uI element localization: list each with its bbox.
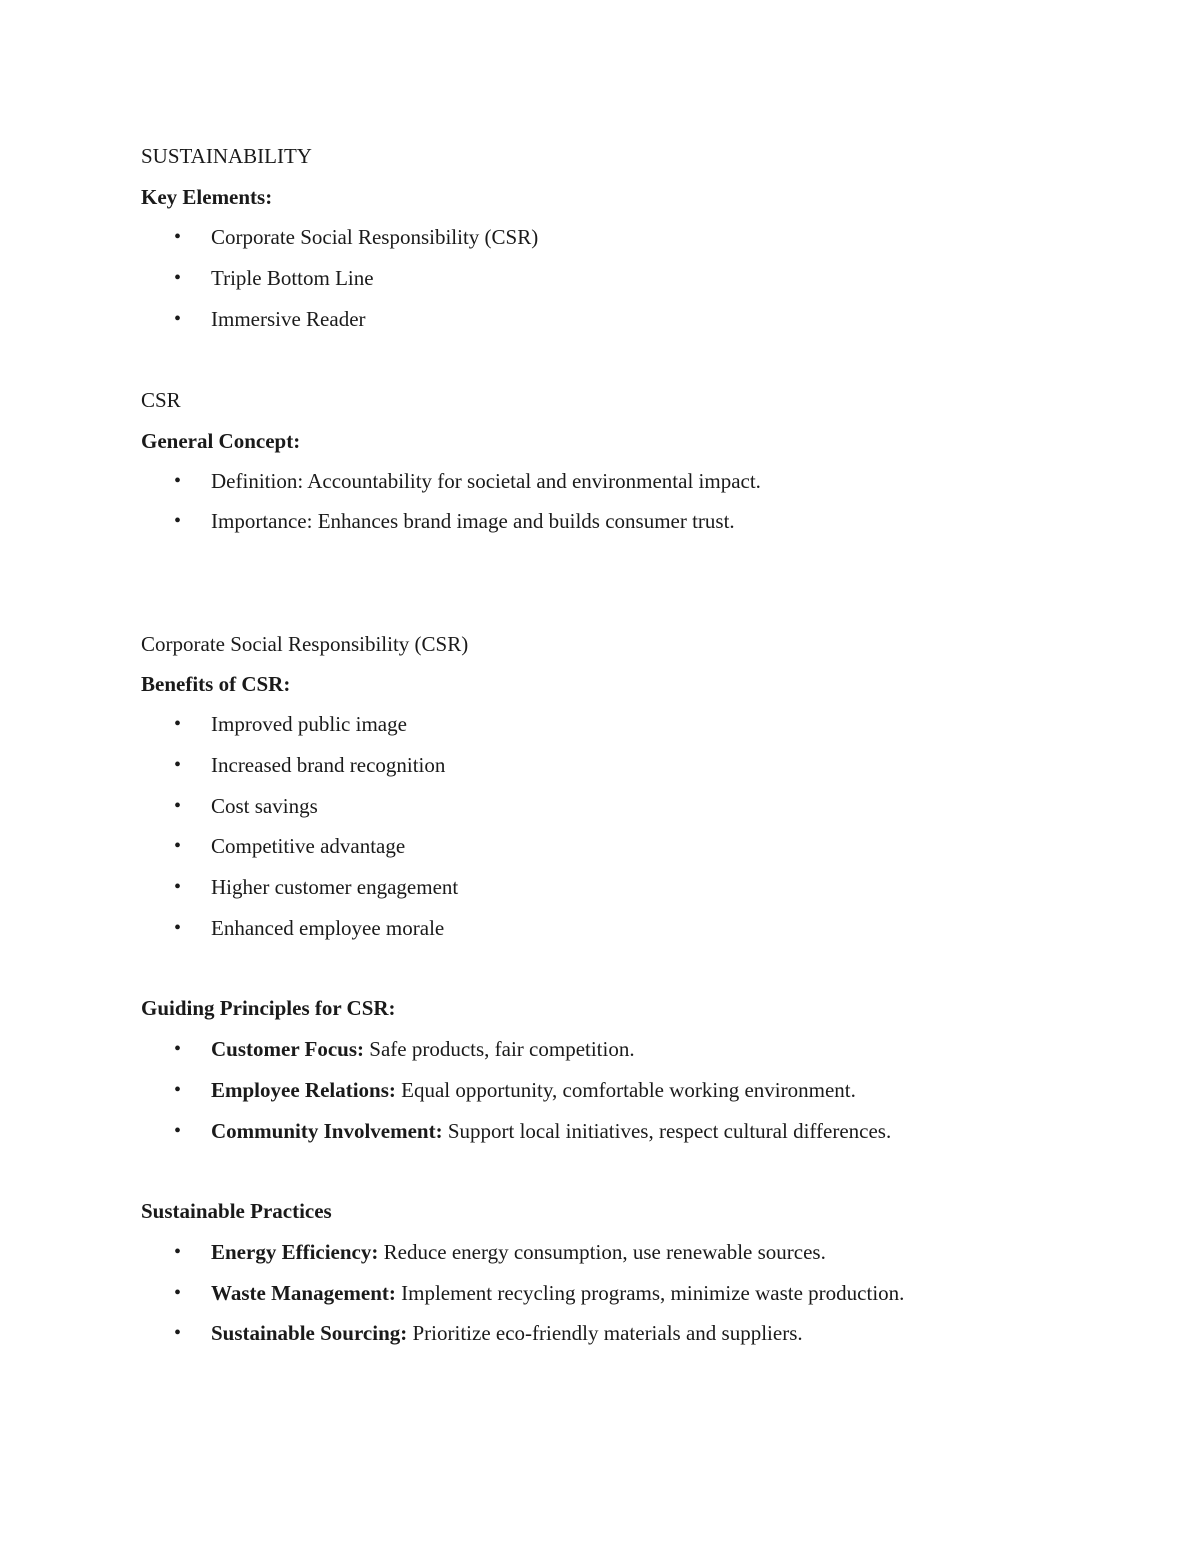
list-item: Increased brand recognition: [211, 753, 446, 777]
csr-full-title: Corporate Social Responsibility (CSR): [141, 632, 469, 656]
list-item: Enhanced employee morale: [211, 916, 445, 940]
bullet: •: [174, 876, 182, 898]
list-item: Cost savings: [211, 794, 318, 818]
term: Waste Management:: [211, 1281, 396, 1305]
list-item: [211, 1078, 856, 1102]
list-item: Competitive advantage: [211, 834, 406, 858]
description: Equal opportunity, comfortable working environment.: [395, 1078, 856, 1102]
description: Prioritize eco-friendly materials and suppliers.: [407, 1321, 803, 1345]
bullet: •: [174, 754, 182, 776]
list-item: Corporate Social Responsibility (CSR): [211, 225, 539, 249]
description: Safe products, fair competition.: [364, 1037, 635, 1061]
document-title: SUSTAINABILITY: [141, 144, 312, 168]
bullet: •: [174, 470, 182, 492]
list-item: [211, 1281, 904, 1305]
list-item: Improved public image: [211, 712, 407, 736]
list-item: Triple Bottom Line: [211, 266, 374, 290]
list-item: Importance: Enhances brand image and builds consumer trust.: [211, 509, 735, 533]
bullet: •: [174, 1322, 182, 1344]
bullet: •: [174, 795, 182, 817]
bullet: •: [174, 917, 182, 939]
bullet: •: [174, 713, 182, 735]
bullet: •: [174, 226, 182, 248]
list-item: Definition: Accountability for societal and environmental impact.: [211, 469, 761, 493]
bullet: •: [174, 1241, 182, 1263]
bullet: •: [174, 835, 182, 857]
list-item: [211, 1037, 635, 1061]
bullet: •: [174, 308, 182, 330]
benefits-heading: Benefits of CSR:: [141, 672, 291, 696]
description: Implement recycling programs, minimize waste production.: [395, 1281, 905, 1305]
list-item: [211, 1119, 891, 1143]
csr-section-title: CSR: [141, 388, 181, 412]
list-item: Immersive Reader: [211, 307, 366, 331]
description: Support local initiatives, respect cultural differences.: [442, 1119, 892, 1143]
term: Sustainable Sourcing:: [211, 1321, 408, 1345]
term: Energy Efficiency:: [211, 1240, 379, 1264]
bullet: •: [174, 1079, 182, 1101]
description: Reduce energy consumption, use renewable sources.: [378, 1240, 826, 1264]
bullet: •: [174, 1282, 182, 1304]
guiding-principles-heading: Guiding Principles for CSR:: [141, 996, 396, 1020]
key-elements-heading: Key Elements:: [141, 185, 273, 209]
bullet: •: [174, 510, 182, 532]
bullet: •: [174, 1038, 182, 1060]
list-item: [211, 1240, 826, 1264]
general-concept-heading: General Concept:: [141, 429, 301, 453]
bullet: •: [174, 267, 182, 289]
list-item: [211, 1321, 803, 1345]
term: Community Involvement:: [211, 1119, 443, 1143]
list-item: Higher customer engagement: [211, 875, 459, 899]
sustainable-practices-heading: Sustainable Practices: [141, 1199, 332, 1223]
term: Customer Focus:: [211, 1037, 365, 1061]
bullet: •: [174, 1120, 182, 1142]
term: Employee Relations:: [211, 1078, 396, 1102]
